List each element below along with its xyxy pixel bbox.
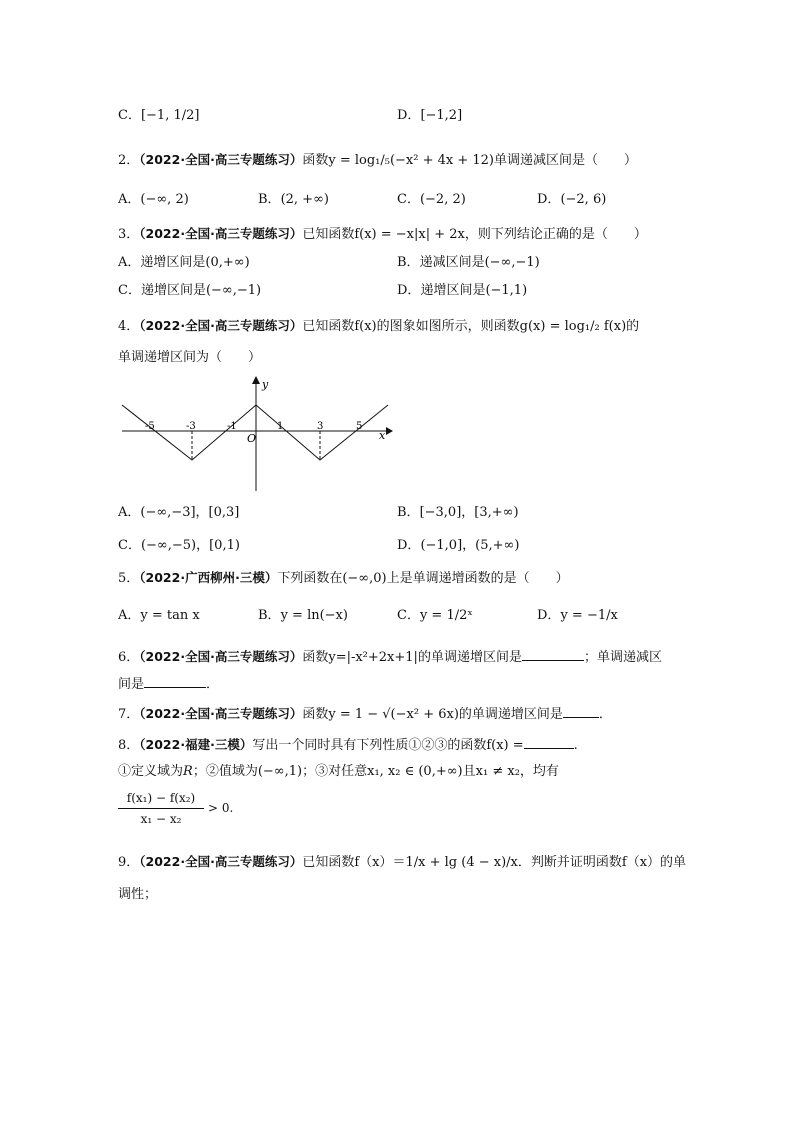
tick-label-1: 1: [277, 421, 284, 432]
x-axis-label: x: [379, 429, 386, 442]
q1-option-c[interactable]: C．[−1, 1/2]: [118, 108, 200, 123]
q6-source: （2022·全国·高三专题练习）: [139, 649, 303, 664]
q8-fraction-denominator: x₁ − x₂: [140, 812, 182, 826]
q1-option-d[interactable]: D．[−1,2]: [397, 108, 463, 123]
q3-source: （2022·全国·高三专题练习）: [139, 226, 303, 241]
q8-fraction-tail: > 0.: [208, 801, 234, 815]
q5-stem: 5．（2022·广西柳州·三模）下列函数在(−∞,0)上是单调递增函数的是（ ）: [118, 570, 569, 586]
q4-option-b[interactable]: B．[−3,0]，[3,+∞): [397, 505, 519, 520]
y-axis-arrow-icon: [252, 376, 260, 384]
q2-stem: 2．（2022·全国·高三专题练习）函数y = log₁/₅(−x² + 4x + 12)单调递减区间是（ ）: [118, 152, 638, 168]
q4-option-c[interactable]: C．(−∞,−5)，[0,1): [118, 538, 240, 553]
q8-fraction-bar: [118, 808, 204, 809]
q4-source: （2022·全国·高三专题练习）: [139, 318, 303, 333]
q7-formula: y = 1 − √(−x² + 6x): [328, 707, 459, 722]
q8-properties: ①定义域为R；②值域为(−∞,1)；③对任意x₁, x₂ ∈ (0,+∞)且x₁ ≠ x₂，均有: [118, 764, 559, 779]
q2-option-a[interactable]: A．(−∞, 2): [118, 192, 189, 207]
y-axis-label: y: [262, 378, 269, 391]
q6-answer-blank-2[interactable]: [144, 673, 206, 688]
q5-option-a[interactable]: A．y = tan x: [118, 608, 200, 623]
q5-option-b[interactable]: B．y = ln(−x): [258, 608, 348, 623]
q3-stem: 3．（2022·全国·高三专题练习）已知函数f(x) = −x|x| + 2x，则下列结论正确的是（ ）: [118, 226, 647, 242]
q2-option-c[interactable]: C．(−2, 2): [397, 192, 466, 207]
q1-option-d-value: [−1,2]: [420, 108, 463, 123]
q9-stem-line2: 调性；: [118, 887, 158, 902]
tick-label-5: 5: [356, 421, 363, 432]
q2-option-d[interactable]: D．(−2, 6): [537, 192, 607, 207]
q6-stem-line2: 间是 ．: [118, 673, 219, 695]
q3-option-c[interactable]: C．递增区间是(−∞,−1): [118, 283, 262, 298]
q9-source: （2022·全国·高三专题练习）: [139, 854, 303, 869]
origin-label: O: [247, 432, 257, 445]
q4-option-d[interactable]: D．(−1,0]，(5,+∞): [397, 538, 520, 553]
q3-option-d[interactable]: D．递增区间是(−1,1): [397, 283, 528, 298]
q3-option-a[interactable]: A．递增区间是(0,+∞): [118, 255, 250, 270]
q2-option-b[interactable]: B．(2, +∞): [258, 192, 329, 207]
tick-label-neg1: -1: [227, 421, 237, 432]
q6-answer-blank-1[interactable]: [522, 646, 584, 661]
q5-option-d[interactable]: D．y = −1/x: [537, 608, 618, 623]
q6-stem: 6．（2022·全国·高三专题练习）函数y=|-x²+2x+1|的单调递增区间是 ；单调递减区: [118, 646, 662, 668]
q8-stem: 8．（2022·福建·三模）写出一个同时具有下列性质①②③的函数f(x) = .: [118, 734, 578, 756]
q2-source: （2022·全国·高三专题练习）: [139, 152, 303, 167]
tick-label-neg5: -5: [145, 421, 155, 432]
q1-option-c-value: [−1, 1/2]: [140, 108, 200, 123]
tick-label-neg3: -3: [186, 421, 196, 432]
q4-option-a[interactable]: A．(−∞,−3]，[0,3]: [118, 505, 240, 520]
q8-source: （2022·福建·三模）: [139, 737, 253, 752]
q2-formula: y = log₁/₅(−x² + 4x + 12): [328, 153, 494, 168]
q4-stem: 4．（2022·全国·高三专题练习）已知函数f(x)的图象如图所示，则函数g(x) = log₁/₂ f(x)的: [118, 318, 640, 334]
q4-stem-line2: 单调递增区间为（ ）: [118, 350, 262, 365]
q5-source: （2022·广西柳州·三模）: [139, 570, 278, 585]
tick-label-3: 3: [317, 421, 324, 432]
q5-option-c[interactable]: C．y = 1/2ˣ: [397, 608, 473, 623]
q9-formula: 1/x + lg (4 − x)/x: [405, 855, 518, 870]
q4-formula: g(x) = log₁/₂ f(x): [519, 319, 627, 334]
q8-fraction-numerator: f(x₁) − f(x₂): [126, 791, 196, 805]
q3-option-b[interactable]: B．递减区间是(−∞,−1): [397, 255, 540, 270]
q8-fraction: [118, 790, 238, 830]
q8-answer-blank[interactable]: [524, 734, 574, 749]
q9-stem: 9．（2022·全国·高三专题练习）已知函数f（x）＝1/x + lg (4 − x)/x．判断并证明函数f（x）的单: [118, 854, 687, 870]
q4-function-graph: [118, 374, 393, 496]
x-axis-arrow-icon: [386, 427, 393, 435]
q3-formula: f(x) = −x|x| + 2x: [354, 227, 465, 242]
q7-source: （2022·全国·高三专题练习）: [139, 706, 303, 721]
q7-answer-blank[interactable]: [563, 703, 599, 718]
q7-stem: 7．（2022·全国·高三专题练习）函数y = 1 − √(−x² + 6x)的单调递增区间是 ．: [118, 703, 612, 725]
